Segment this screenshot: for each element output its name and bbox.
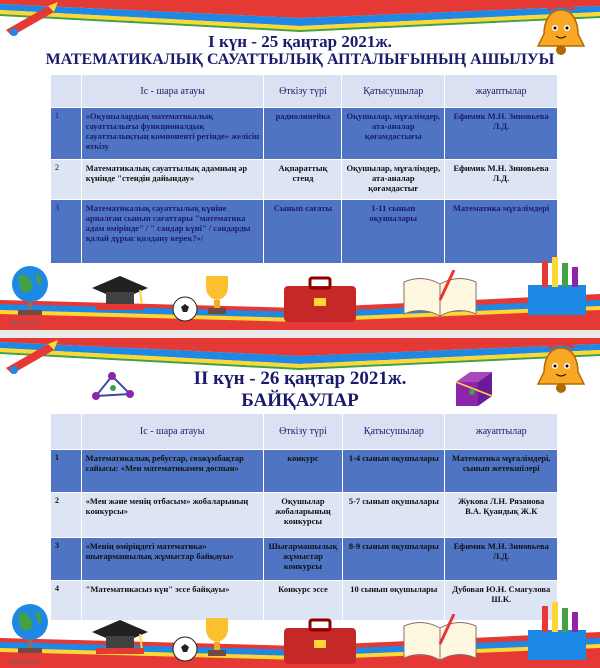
- books-icon: [522, 600, 592, 666]
- table-row: [51, 108, 558, 160]
- row-responsible: Математика мұғалімдері, сынып жетекшілері: [445, 450, 558, 493]
- row-event-name: «Мен және менің отбасым» жобаларының конкурсы»: [81, 493, 263, 538]
- row-participants: 1-11 сынып оқушылары: [342, 200, 445, 264]
- soccer-ball-icon: [172, 636, 198, 662]
- row-format: радиолинейка: [264, 108, 342, 160]
- header-participants: Қатысушылар: [343, 414, 445, 450]
- header-responsible: жауаптылар: [445, 414, 558, 450]
- day1-schedule-table: [50, 74, 558, 264]
- row-event-name: Математикалық сауаттылық адамның әр күнінде "стендін дайындау»: [81, 160, 264, 200]
- header-num: [51, 414, 82, 450]
- day1-subtitle: МАТЕМАТИКАЛЫҚ САУАТТЫЛЫҚ АПТАЛЫҒЫНЫҢ АШЫЛУЫ: [45, 51, 555, 68]
- day2-subtitle: БАЙҚАУЛАР: [241, 390, 359, 411]
- trophy-icon: [200, 614, 234, 660]
- row-participants: 5-7 сынып оқушылары: [343, 493, 445, 538]
- row-responsible: Математика мұғалімдері: [445, 200, 558, 264]
- globe-icon: [8, 262, 52, 318]
- open-book-icon: [400, 270, 480, 320]
- soccer-ball-icon: [172, 296, 198, 322]
- row-format: Оқушылар жобаларының конкурсы: [263, 493, 343, 538]
- trophy-icon: [200, 272, 234, 318]
- header-format: Өткізу түрі: [264, 75, 342, 108]
- open-book-icon: [400, 614, 480, 664]
- globe-icon: [8, 600, 52, 656]
- slide-day-1: [0, 0, 600, 330]
- row-participants: 8-9 сынып оқушылары: [343, 538, 445, 581]
- row-participants: 1-4 сынып оқушылары: [343, 450, 445, 493]
- row-event-name: Математикалық сауаттылық күніне арналған сынып сағаттары "математика адам өмірінде" / " сандар күні" / сандарды қалай дұрыс қолдану керек?»/: [81, 200, 264, 264]
- table-header-row: [51, 75, 558, 108]
- table-row: [51, 493, 558, 538]
- table-row: [51, 538, 558, 581]
- header-event-name: Іс - шара атауы: [81, 75, 264, 108]
- row-participants: Оқушылар, мұғалімдер, ата-аналар қоғамдастығы: [342, 108, 445, 160]
- header-responsible: жауаптылар: [445, 75, 558, 108]
- image-credit: http://bestl...: [10, 321, 43, 327]
- row-format: Шығармашылық жұмыстар конкурсы: [263, 538, 343, 581]
- row-event-name: «Оқушылардың математикалық сауаттылығы функционалдық сауаттылықтың компоненті ретінде» желісін өткізу: [81, 108, 264, 160]
- books-icon: [522, 255, 592, 321]
- row-format: Конкурс эссе: [263, 581, 343, 621]
- row-num: 1: [51, 108, 82, 160]
- table-row: [51, 200, 558, 264]
- row-format: конкурс: [263, 450, 343, 493]
- table-row: [51, 450, 558, 493]
- row-num: 3: [51, 200, 82, 264]
- slide-separator: [0, 330, 600, 338]
- header-event-name: Іс - шара атауы: [81, 414, 263, 450]
- row-num: 1: [51, 450, 82, 493]
- header-format: Өткізу түрі: [263, 414, 343, 450]
- row-num: 2: [51, 493, 82, 538]
- slide-day-2: [0, 338, 600, 668]
- graduation-cap-icon: [90, 272, 150, 312]
- graduation-cap-icon: [90, 616, 150, 656]
- row-responsible: Ефимик М.Н. Зиновьева Л.Д.: [445, 538, 558, 581]
- row-event-name: «Менің өміріңдегі математика» шығармашылық жұмыстар байқауы»: [81, 538, 263, 581]
- row-responsible: Ефимик М.Н. Зиновьева Л.Д.: [445, 108, 558, 160]
- row-participants: 10 сынып оқушылары: [343, 581, 445, 621]
- table-row: [51, 160, 558, 200]
- row-num: 4: [51, 581, 82, 621]
- table-header-row: [51, 414, 558, 450]
- briefcase-icon: [280, 276, 360, 324]
- briefcase-icon: [280, 618, 360, 666]
- row-num: 3: [51, 538, 82, 581]
- row-responsible: Ефимик М.Н. Зиновьева Л.Д.: [445, 160, 558, 200]
- row-format: Ақпараттық стенд: [264, 160, 342, 200]
- day2-schedule-table: [50, 413, 558, 621]
- header-num: [51, 75, 82, 108]
- row-responsible: Жукова Л.Н. Рязанова В.А. Қуандық Ж.К: [445, 493, 558, 538]
- row-event-name: "Математикасыз күн" эссе байқауы»: [81, 581, 263, 621]
- row-num: 2: [51, 160, 82, 200]
- image-credit: http://bestl...: [10, 660, 43, 666]
- day2-title: II күн - 26 қаңтар 2021ж.: [193, 368, 407, 389]
- row-format: Сынып сағаты: [264, 200, 342, 264]
- row-event-name: Математикалық ребустар, сөзжұмбақтар сайысы: «Мен математикамен доспын»: [81, 450, 263, 493]
- header-participants: Қатысушылар: [342, 75, 445, 108]
- day1-title: I күн - 25 қаңтар 2021ж.: [208, 32, 392, 51]
- row-responsible: Дубовая Ю.Н. Смагулова Ш.К.: [445, 581, 558, 621]
- row-participants: Оқушылар, мұғалімдер, ата-аналар қоғамдастығ: [342, 160, 445, 200]
